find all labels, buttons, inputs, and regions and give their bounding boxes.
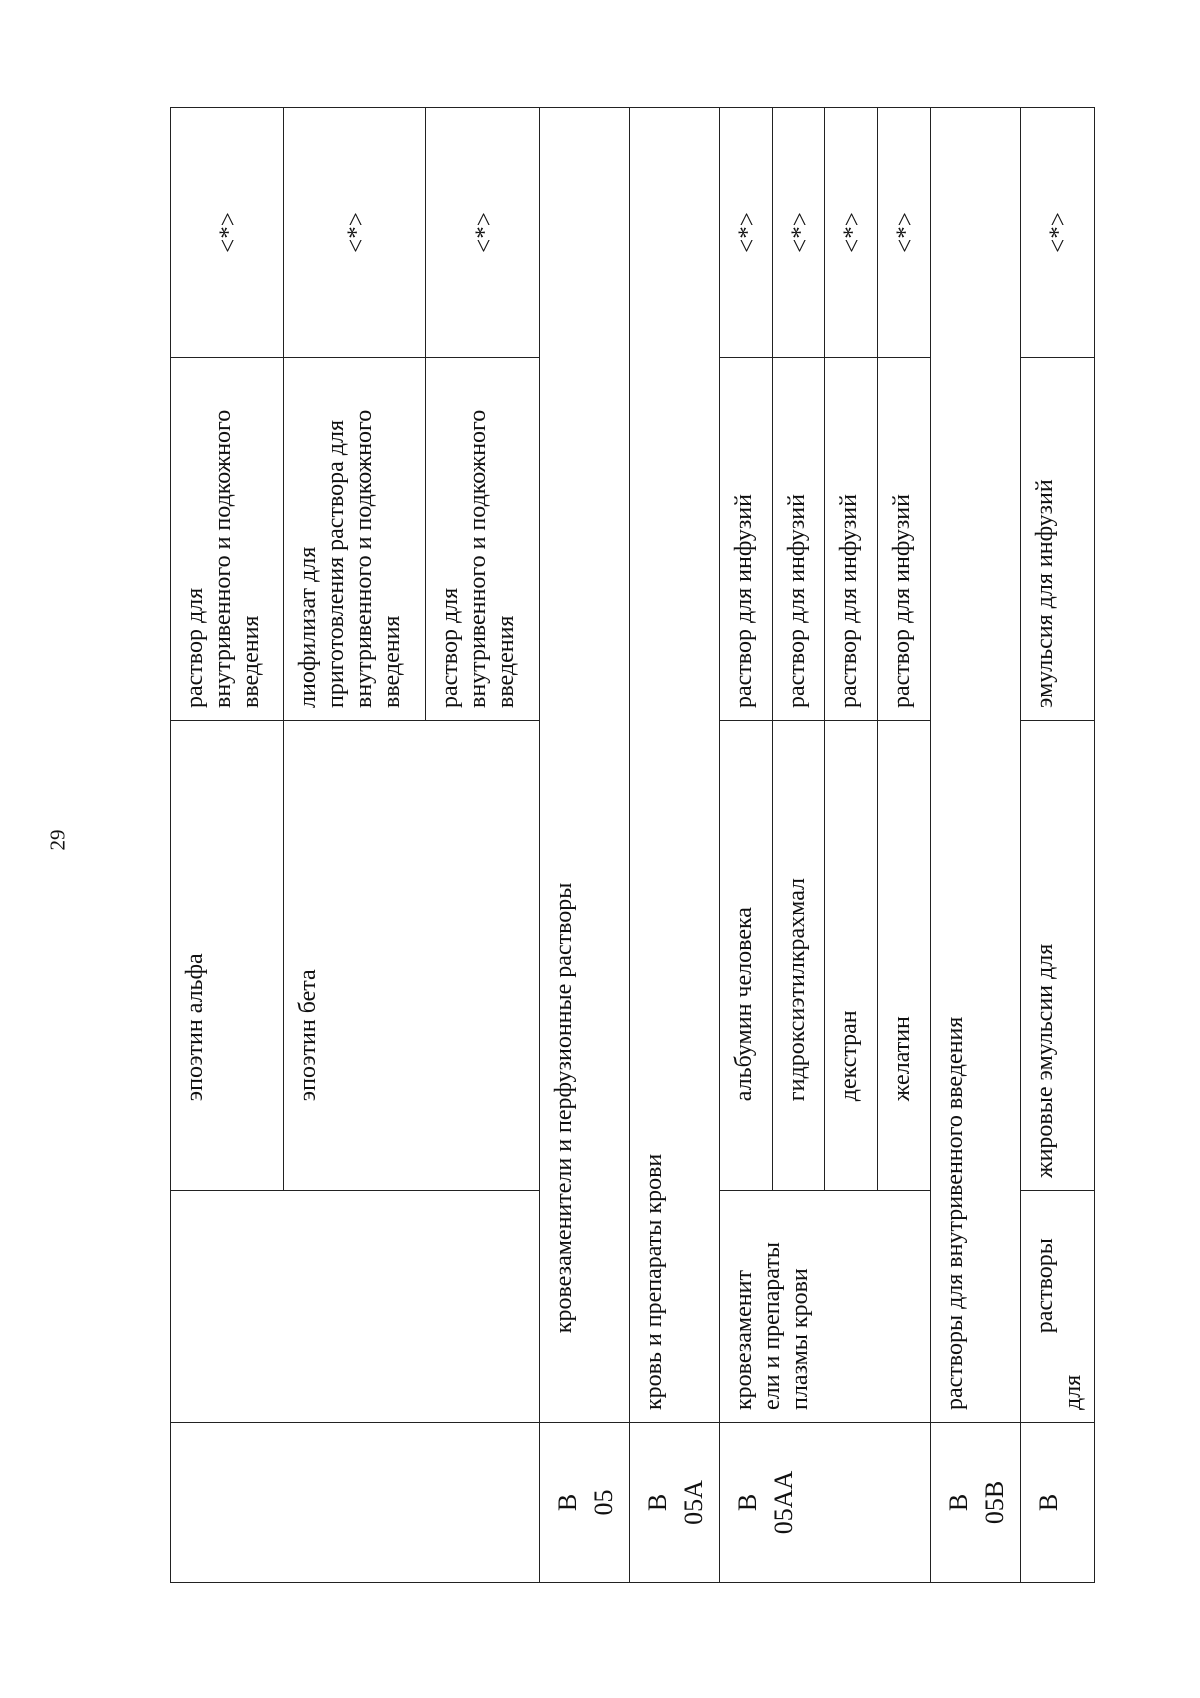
drug-cell: альбумин человека <box>720 721 773 1191</box>
form-cell: раствор для внутривенного и подкожного введения <box>171 358 284 721</box>
section-title-cell: растворы для внутривенного введения <box>930 108 1020 1423</box>
page-number: 29 <box>45 829 70 851</box>
table-row <box>1020 108 1094 1583</box>
rotated-page <box>170 108 1095 1583</box>
section-title-cell: кровезаменители и перфузионные растворы <box>539 108 629 1423</box>
mark-cell: <*> <box>284 108 426 358</box>
mark-cell: <*> <box>426 108 539 358</box>
form-cell: раствор для внутривенного и подкожного введения <box>426 358 539 721</box>
section-title-cell: кровь и препараты крови <box>629 108 719 1423</box>
mark-cell: <*> <box>878 108 931 358</box>
mark-cell: <*> <box>772 108 825 358</box>
drug-cell: гидроксиэтилкрахмал <box>772 721 825 1191</box>
table-row <box>720 108 773 1583</box>
form-cell: раствор для инфузий <box>720 358 773 721</box>
table-row <box>539 108 629 1583</box>
drug-cell: эпоэтин альфа <box>171 721 284 1191</box>
form-cell: раствор для инфузий <box>878 358 931 721</box>
drug-cell: эпоэтин бета <box>284 721 539 1191</box>
table-row <box>629 108 719 1583</box>
drug-cell: жировые эмульсии для <box>1020 721 1094 1191</box>
table-row <box>171 108 284 1583</box>
code-cell: B 05AA <box>720 1423 931 1583</box>
drug-cell: декстран <box>825 721 878 1191</box>
group-cell <box>171 1191 540 1423</box>
form-cell: раствор для инфузий <box>825 358 878 721</box>
drug-table <box>170 107 1095 1583</box>
group-cell: кровезаменит ели и препараты плазмы крови <box>720 1191 931 1423</box>
group-cell: растворы для <box>1020 1191 1094 1423</box>
mark-cell: <*> <box>720 108 773 358</box>
code-cell: B 05 <box>539 1423 629 1583</box>
code-cell <box>171 1423 540 1583</box>
code-cell: B 05B <box>930 1423 1020 1583</box>
drug-cell: желатин <box>878 721 931 1191</box>
mark-cell: <*> <box>1020 108 1094 358</box>
code-cell: B <box>1020 1423 1094 1583</box>
form-cell: раствор для инфузий <box>772 358 825 721</box>
mark-cell: <*> <box>825 108 878 358</box>
mark-cell: <*> <box>171 108 284 358</box>
form-cell: лиофилизат для приготовления раствора для внутривенного и подкожного введения <box>284 358 426 721</box>
code-cell: B 05A <box>629 1423 719 1583</box>
form-cell: эмульсия для инфузий <box>1020 358 1094 721</box>
table-row <box>930 108 1020 1583</box>
